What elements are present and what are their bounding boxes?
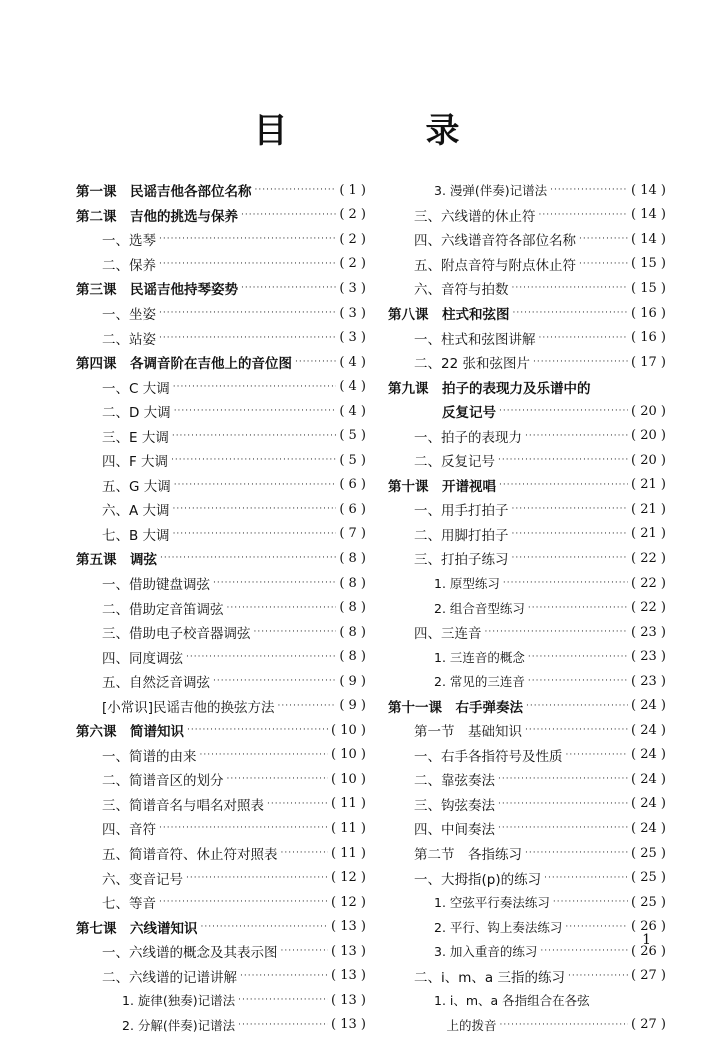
toc-entry bbox=[386, 743, 666, 768]
toc-entry-title: 上的拨音 bbox=[434, 1017, 497, 1033]
toc-leader-dots bbox=[499, 480, 628, 490]
toc-entry-page: ( 22 ) bbox=[631, 600, 666, 616]
toc-leader-dots bbox=[565, 922, 628, 932]
toc-entry-page: ( 17 ) bbox=[631, 354, 666, 370]
toc-entry bbox=[74, 1013, 366, 1038]
toc-leader-dots bbox=[171, 455, 336, 465]
toc-entry bbox=[386, 767, 666, 792]
toc-entry-page: ( 1 ) bbox=[339, 182, 366, 198]
toc-column-right bbox=[386, 178, 666, 1037]
toc-leader-dots bbox=[186, 873, 328, 883]
toc-leader-dots bbox=[526, 701, 628, 711]
toc-entry bbox=[74, 473, 366, 498]
toc-entry-title: 一、C 大调 bbox=[102, 380, 170, 397]
toc-leader-dots bbox=[173, 382, 337, 392]
toc-entry-page: ( 10 ) bbox=[331, 771, 366, 787]
toc-leader-dots bbox=[295, 357, 336, 367]
toc-entry-title: 五、自然泛音调弦 bbox=[102, 675, 210, 692]
toc-leader-dots bbox=[187, 725, 328, 735]
toc-leader-dots bbox=[174, 480, 337, 490]
toc-entry bbox=[386, 374, 666, 399]
toc-entry-title: 三、六线谱的休止符 bbox=[414, 208, 536, 225]
toc-entry bbox=[74, 964, 366, 989]
toc-entry-title: 3. 漫弹(伴奏)记谱法 bbox=[434, 183, 548, 199]
toc-entry-page: ( 14 ) bbox=[631, 182, 666, 198]
toc-entry bbox=[386, 939, 666, 964]
toc-entry bbox=[386, 473, 666, 498]
toc-entry bbox=[386, 718, 666, 743]
toc-entry bbox=[386, 693, 666, 718]
toc-entry bbox=[74, 693, 366, 718]
toc-entry bbox=[386, 890, 666, 915]
toc-entry-title: 第八课 柱式和弦图 bbox=[388, 307, 510, 323]
toc-entry-title: 一、大拇指(p)的练习 bbox=[414, 871, 542, 888]
toc-entry bbox=[386, 620, 666, 645]
toc-entry-page: ( 8 ) bbox=[339, 600, 366, 616]
toc-entry-title: 第十课 开谱视唱 bbox=[388, 478, 496, 495]
toc-entry-title: 一、简谱的由来 bbox=[102, 748, 197, 765]
toc-entry-title: 五、G 大调 bbox=[102, 478, 171, 495]
toc-entry-title: 一、右手各指符号及性质 bbox=[414, 748, 563, 765]
toc-entry-title: 二、用脚打拍子 bbox=[414, 527, 509, 544]
toc-entry-page: ( 6 ) bbox=[339, 501, 366, 517]
toc-leader-dots bbox=[159, 823, 328, 833]
toc-entry-title: 一、六线谱的概念及其表示图 bbox=[102, 945, 278, 962]
toc-entry-title: 四、六线谱音符各部位名称 bbox=[414, 233, 576, 250]
toc-entry-title: 六、A 大调 bbox=[102, 503, 170, 520]
toc-entry-page: ( 26 ) bbox=[631, 943, 666, 959]
toc-entry bbox=[386, 865, 666, 890]
toc-entry bbox=[386, 546, 666, 571]
toc-entry-title: 2. 组合音型练习 bbox=[434, 600, 525, 616]
toc-entry-page: ( 5 ) bbox=[339, 452, 366, 468]
toc-entry bbox=[74, 841, 366, 866]
toc-entry bbox=[74, 743, 366, 768]
toc-leader-dots bbox=[513, 308, 629, 318]
toc-leader-dots bbox=[174, 406, 337, 416]
toc-entry bbox=[386, 914, 666, 939]
toc-entry bbox=[74, 988, 366, 1013]
toc-entry-page: ( 11 ) bbox=[331, 820, 366, 836]
toc-entry-page: ( 2 ) bbox=[339, 256, 366, 272]
toc-entry-page: ( 13 ) bbox=[331, 992, 366, 1008]
toc-entry-page: ( 3 ) bbox=[339, 305, 366, 321]
toc-entry-title: 五、附点音符与附点休止符 bbox=[414, 257, 576, 274]
toc-entry bbox=[74, 522, 366, 547]
toc-entry bbox=[386, 252, 666, 277]
toc-entry-title: 第一节 基础知识 bbox=[414, 724, 522, 741]
toc-leader-dots bbox=[213, 578, 336, 588]
toc-entry-title: 四、中间奏法 bbox=[414, 822, 495, 839]
toc-leader-dots bbox=[159, 897, 328, 907]
toc-leader-dots bbox=[281, 848, 329, 858]
toc-entry bbox=[74, 620, 366, 645]
toc-leader-dots bbox=[173, 504, 337, 514]
toc-entry-title: 二、22 张和弦图片 bbox=[414, 356, 530, 373]
toc-entry-title: 三、简谱音名与唱名对照表 bbox=[102, 797, 264, 814]
toc-entry bbox=[386, 571, 666, 596]
toc-entry-page: ( 12 ) bbox=[331, 870, 366, 886]
toc-entry-title: 第二课 吉他的挑选与保养 bbox=[76, 208, 238, 225]
toc-leader-dots bbox=[159, 308, 336, 318]
toc-entry-title: 二、保养 bbox=[102, 257, 156, 274]
toc-leader-dots bbox=[579, 259, 628, 269]
toc-leader-dots bbox=[200, 750, 329, 760]
toc-entry bbox=[74, 325, 366, 350]
toc-leader-dots bbox=[213, 676, 336, 686]
toc-entry-page: ( 23 ) bbox=[631, 624, 666, 640]
toc-entry-title: 第三课 民谣吉他持琴姿势 bbox=[76, 282, 238, 299]
toc-entry-title: 2. 常见的三连音 bbox=[434, 674, 525, 690]
toc-leader-dots bbox=[160, 553, 336, 563]
toc-leader-dots bbox=[498, 823, 628, 833]
toc-entry-page: ( 15 ) bbox=[631, 280, 666, 296]
toc-leader-dots bbox=[528, 676, 628, 686]
toc-entry-title: 一、借助键盘调弦 bbox=[102, 577, 210, 594]
toc-entry-page: ( 20 ) bbox=[631, 452, 666, 468]
toc-entry bbox=[74, 767, 366, 792]
toc-entry bbox=[74, 914, 366, 939]
toc-leader-dots bbox=[525, 848, 628, 858]
toc-leader-dots bbox=[267, 799, 328, 809]
toc-entry-title: 第七课 六线谱知识 bbox=[76, 920, 198, 937]
toc-entry bbox=[74, 497, 366, 522]
toc-entry-page: ( 23 ) bbox=[631, 649, 666, 665]
toc-entry bbox=[386, 988, 666, 1013]
toc-entry-title: 第九课 拍子的表现力及乐谱中的 bbox=[388, 380, 591, 397]
toc-leader-dots bbox=[539, 333, 629, 343]
toc-entry-title: 二、反复记号 bbox=[414, 454, 495, 471]
toc-entry-page: ( 9 ) bbox=[339, 698, 366, 714]
toc-entry bbox=[74, 276, 366, 301]
toc-entry bbox=[74, 178, 366, 203]
toc-entry bbox=[386, 399, 666, 424]
toc-leader-dots bbox=[498, 799, 628, 809]
toc-entry-title: 一、拍子的表现力 bbox=[414, 429, 522, 446]
toc-entry-title: 七、B 大调 bbox=[102, 527, 170, 544]
toc-entry bbox=[74, 669, 366, 694]
toc-entry-title: 七、等音 bbox=[102, 896, 156, 913]
toc-entry-page: ( 14 ) bbox=[631, 207, 666, 223]
toc-entry bbox=[74, 816, 366, 841]
toc-entry bbox=[386, 595, 666, 620]
toc-leader-dots bbox=[512, 283, 629, 293]
toc-entry-title: 1. 三连音的概念 bbox=[434, 649, 525, 665]
toc-entry-title: 第一课 民谣吉他各部位名称 bbox=[76, 184, 252, 201]
toc-entry-page: ( 7 ) bbox=[339, 526, 366, 542]
toc-entry-title: 三、打拍子练习 bbox=[414, 552, 509, 569]
toc-entry-title: 第四课 各调音阶在吉他上的音位图 bbox=[76, 356, 292, 373]
toc-leader-dots bbox=[503, 578, 628, 588]
toc-leader-dots bbox=[186, 652, 336, 662]
toc-entry-title: 第二节 各指练习 bbox=[414, 847, 522, 864]
toc-entry-title: 四、F 大调 bbox=[102, 454, 169, 471]
toc-entry bbox=[386, 964, 666, 989]
toc-entry-page: ( 3 ) bbox=[339, 280, 366, 296]
toc-entry bbox=[386, 669, 666, 694]
toc-entry bbox=[386, 227, 666, 252]
toc-entry-page: ( 4 ) bbox=[339, 354, 366, 370]
toc-entry bbox=[74, 546, 366, 571]
toc-entry-title: 四、同度调弦 bbox=[102, 650, 183, 667]
toc-entry-page: ( 21 ) bbox=[631, 501, 666, 517]
toc-entry bbox=[74, 644, 366, 669]
toc-leader-dots bbox=[500, 1020, 629, 1030]
toc-entry bbox=[74, 865, 366, 890]
toc-entry-page: ( 24 ) bbox=[631, 820, 666, 836]
toc-entry-title: 二、简谱音区的划分 bbox=[102, 773, 224, 790]
toc-entry-page: ( 25 ) bbox=[631, 845, 666, 861]
toc-leader-dots bbox=[238, 1020, 328, 1030]
toc-entry-page: ( 10 ) bbox=[331, 747, 366, 763]
toc-entry-title: 二、站姿 bbox=[102, 331, 156, 348]
toc-entry-page: ( 4 ) bbox=[339, 403, 366, 419]
toc-entry bbox=[386, 423, 666, 448]
toc-entry-page: ( 8 ) bbox=[339, 550, 366, 566]
toc-entry-title: [小常识]民谣吉他的换弦方法 bbox=[102, 699, 275, 716]
toc-entry bbox=[74, 448, 366, 473]
toc-leader-dots bbox=[540, 946, 628, 956]
toc-leader-dots bbox=[512, 553, 629, 563]
toc-entry-page: ( 25 ) bbox=[631, 894, 666, 910]
toc-leader-dots bbox=[201, 922, 329, 932]
toc-entry-page: ( 4 ) bbox=[339, 379, 366, 395]
toc-entry bbox=[386, 178, 666, 203]
toc-entry-page: ( 11 ) bbox=[331, 796, 366, 812]
toc-leader-dots bbox=[533, 357, 628, 367]
toc-entry bbox=[74, 252, 366, 277]
toc-entry-title: 1. 旋律(独奏)记谱法 bbox=[122, 993, 236, 1009]
toc-leader-dots bbox=[241, 283, 336, 293]
toc-entry-page: ( 13 ) bbox=[331, 943, 366, 959]
toc-leader-dots bbox=[159, 234, 336, 244]
toc-column-left bbox=[74, 178, 366, 1037]
toc-entry bbox=[386, 276, 666, 301]
toc-leader-dots bbox=[499, 406, 628, 416]
toc-entry bbox=[386, 1013, 666, 1038]
toc-entry-page: ( 5 ) bbox=[339, 428, 366, 444]
toc-entry-page: ( 21 ) bbox=[631, 526, 666, 542]
toc-leader-dots bbox=[173, 529, 337, 539]
toc-entry-title: 三、钩弦奏法 bbox=[414, 797, 495, 814]
toc-entry-page: ( 22 ) bbox=[631, 575, 666, 591]
toc-leader-dots bbox=[566, 750, 629, 760]
toc-entry-page: ( 24 ) bbox=[631, 722, 666, 738]
toc-leader-dots bbox=[255, 185, 337, 195]
toc-leader-dots bbox=[159, 333, 336, 343]
toc-entry-page: ( 22 ) bbox=[631, 550, 666, 566]
toc-entry-title: 一、选琴 bbox=[102, 233, 156, 250]
toc-entry-title: 1. i、m、a 各指组合在各弦 bbox=[434, 993, 590, 1009]
toc-entry bbox=[386, 301, 666, 326]
toc-entry-page: ( 27 ) bbox=[631, 968, 666, 984]
toc-entry bbox=[386, 792, 666, 817]
toc-leader-dots bbox=[512, 529, 629, 539]
page-title: 目 录 bbox=[253, 111, 512, 151]
toc-entry-page: ( 8 ) bbox=[339, 624, 366, 640]
toc-entry bbox=[74, 399, 366, 424]
toc-entry-page: ( 13 ) bbox=[331, 968, 366, 984]
toc-leader-dots bbox=[172, 431, 336, 441]
toc-leader-dots bbox=[227, 774, 329, 784]
toc-entry-page: ( 25 ) bbox=[631, 870, 666, 886]
toc-entry-page: ( 24 ) bbox=[631, 747, 666, 763]
toc-entry bbox=[74, 374, 366, 399]
toc-entry bbox=[74, 301, 366, 326]
toc-entry-page: ( 24 ) bbox=[631, 698, 666, 714]
toc-entry bbox=[74, 350, 366, 375]
toc-entry-page: ( 9 ) bbox=[339, 673, 366, 689]
toc-entry-title: 二、借助定音笛调弦 bbox=[102, 601, 224, 618]
toc-entry-page: ( 13 ) bbox=[331, 919, 366, 935]
toc-entry-title: 二、D 大调 bbox=[102, 405, 171, 422]
toc-leader-dots bbox=[528, 652, 628, 662]
toc-entry-page: ( 11 ) bbox=[331, 845, 366, 861]
toc-entry-page: ( 14 ) bbox=[631, 231, 666, 247]
toc-entry-title: 1. 空弦平行奏法练习 bbox=[434, 895, 550, 911]
toc-entry bbox=[74, 595, 366, 620]
toc-entry bbox=[74, 423, 366, 448]
toc-entry-title: 二、六线谱的记谱讲解 bbox=[102, 969, 237, 986]
toc-entry-title: 三、借助电子校音器调弦 bbox=[102, 626, 251, 643]
toc-entry-title: 2. 分解(伴奏)记谱法 bbox=[122, 1017, 236, 1033]
toc-entry bbox=[386, 448, 666, 473]
toc-entry-page: ( 15 ) bbox=[631, 256, 666, 272]
toc-leader-dots bbox=[241, 210, 336, 220]
toc-entry-page: ( 6 ) bbox=[339, 477, 366, 493]
toc-entry-title: 一、坐姿 bbox=[102, 307, 156, 323]
toc-entry-page: ( 8 ) bbox=[339, 649, 366, 665]
toc-leader-dots bbox=[525, 431, 628, 441]
toc-leader-dots bbox=[512, 504, 629, 514]
toc-entry bbox=[386, 816, 666, 841]
toc-entry-page: ( 16 ) bbox=[631, 330, 666, 346]
toc-entry-page: ( 26 ) bbox=[631, 919, 666, 935]
toc-entry-title: 第六课 简谱知识 bbox=[76, 724, 184, 741]
toc-leader-dots bbox=[159, 259, 336, 269]
toc-entry-page: ( 23 ) bbox=[631, 673, 666, 689]
toc-entry bbox=[74, 571, 366, 596]
toc-entry bbox=[74, 792, 366, 817]
toc-entry-title: 第十一课 右手弹奏法 bbox=[388, 699, 523, 716]
toc-entry-page: ( 3 ) bbox=[339, 330, 366, 346]
toc-entry bbox=[74, 227, 366, 252]
toc-leader-dots bbox=[278, 701, 337, 711]
toc-entry-title: 2. 平行、钩上奏法练习 bbox=[434, 919, 563, 935]
toc-entry-page: ( 2 ) bbox=[339, 207, 366, 223]
toc-entry bbox=[386, 497, 666, 522]
toc-entry-title: 六、变音记号 bbox=[102, 871, 183, 888]
toc-entry-title: 二、i、m、a 三指的练习 bbox=[414, 969, 565, 986]
toc-leader-dots bbox=[544, 873, 628, 883]
toc-leader-dots bbox=[254, 627, 337, 637]
toc-entry-page: ( 20 ) bbox=[631, 428, 666, 444]
toc-leader-dots bbox=[568, 971, 628, 981]
toc-entry-title: 一、用手打拍子 bbox=[414, 503, 509, 520]
toc-entry-title: 六、音符与拍数 bbox=[414, 282, 509, 299]
toc-entry bbox=[74, 939, 366, 964]
toc-entry bbox=[386, 325, 666, 350]
toc-entry-title: 四、三连音 bbox=[414, 626, 482, 643]
toc-entry bbox=[386, 203, 666, 228]
toc-leader-dots bbox=[498, 455, 628, 465]
toc-leader-dots bbox=[238, 995, 328, 1005]
toc-entry-title: 第五课 调弦 bbox=[76, 552, 157, 569]
toc-entry-page: ( 27 ) bbox=[631, 1017, 666, 1033]
toc-entry-page: ( 20 ) bbox=[631, 403, 666, 419]
toc-entry-page: ( 13 ) bbox=[331, 1017, 366, 1033]
toc-entry-page: ( 8 ) bbox=[339, 575, 366, 591]
toc-entry-page: ( 10 ) bbox=[331, 722, 366, 738]
toc-entry bbox=[386, 644, 666, 669]
toc-entry-page: ( 24 ) bbox=[631, 771, 666, 787]
toc-entry-title: 三、E 大调 bbox=[102, 429, 169, 446]
toc-entry bbox=[74, 718, 366, 743]
toc-leader-dots bbox=[485, 627, 629, 637]
toc-leader-dots bbox=[227, 603, 337, 613]
toc-leader-dots bbox=[528, 603, 628, 613]
toc-entry bbox=[386, 841, 666, 866]
toc-entry-title: 一、柱式和弦图讲解 bbox=[414, 331, 536, 348]
toc-leader-dots bbox=[539, 210, 629, 220]
toc-entry-page: ( 12 ) bbox=[331, 894, 366, 910]
toc-leader-dots bbox=[498, 774, 628, 784]
toc-entry-page: ( 24 ) bbox=[631, 796, 666, 812]
toc-entry bbox=[74, 203, 366, 228]
toc-entry bbox=[386, 522, 666, 547]
toc-entry-page: ( 2 ) bbox=[339, 231, 366, 247]
toc-entry-title: 3. 加入重音的练习 bbox=[434, 944, 538, 960]
toc-entry-title: 二、靠弦奏法 bbox=[414, 773, 495, 790]
toc-entry-title: 五、简谱音符、休止符对照表 bbox=[102, 847, 278, 864]
toc-entry-title: 反复记号 bbox=[388, 405, 496, 422]
toc-entry-title: 四、音符 bbox=[102, 822, 156, 839]
toc-leader-dots bbox=[281, 946, 329, 956]
toc-entry-page: ( 16 ) bbox=[631, 305, 666, 321]
toc-entry bbox=[74, 890, 366, 915]
page-number: 1 bbox=[642, 932, 651, 948]
toc-leader-dots bbox=[550, 185, 628, 195]
toc-leader-dots bbox=[553, 897, 628, 907]
toc-leader-dots bbox=[240, 971, 328, 981]
toc-entry-title: 1. 原型练习 bbox=[434, 576, 500, 592]
toc-leader-dots bbox=[525, 725, 628, 735]
toc-entry-page: ( 21 ) bbox=[631, 477, 666, 493]
toc-leader-dots bbox=[579, 234, 628, 244]
toc-entry bbox=[386, 350, 666, 375]
